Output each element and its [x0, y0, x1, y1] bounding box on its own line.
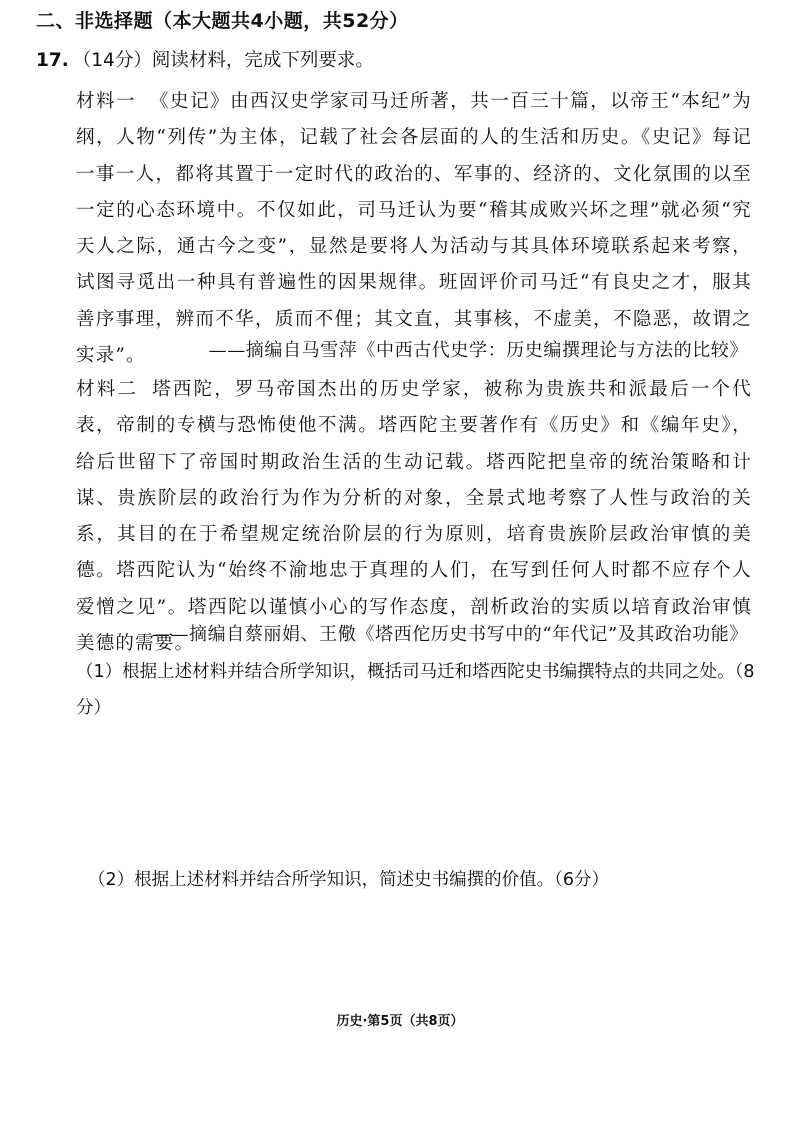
- question-number: 17.: [36, 50, 69, 71]
- material-1-label: 材料一: [76, 91, 137, 112]
- material-1-text: 《史记》由西汉史学家司马迁所著，共一百三十篇，以帝王“本纪”为纲，人物“列传”为主体，记载了社会各层面的人的生活和历史。《史记》每记一事一人，都将其置于一定时代的政治的、军事的、经济的、文化氛围的以至一定的心态环境中。不仅如此，司马迁认为要“稽其成败兴坏之理”就必须“究天人之际，通古今之变”，显然是要将人为活动与其具体环境联系起来考察，试图寻觅出一种具有普遍性的因果规律。班固评价司马迁“有良史之才，服其善序事理，辨而不华，质而不俚；其文直，其事核，不虚美，不隐恶，故谓之实录”。: [76, 91, 752, 367]
- question-17-header: [36, 46, 374, 72]
- material-2-text: 塔西陀，罗马帝国杰出的历史学家，被称为贵族共和派最后一个代表，帝制的专横与恐怖使他不满。塔西陀主要著作有《历史》和《编年史》，给后世留下了帝国时期政治生活的生动记载。塔西陀把皇帝的统治策略和计谋、贵族阶层的政治行为作为分析的对象，全景式地考察了人性与政治的关系，其目的在于希望规定统治阶层的行为原则，培育贵族阶层政治审慎的美德。塔西陀认为“始终不渝地忠于真理的人们，在写到任何人时都不应存个人爱憎之见”。塔西陀以谨慎小心的写作态度，剖析政治的实质以培育政治审慎美德的需要。: [76, 379, 752, 655]
- material-2-label: 材料二: [76, 379, 139, 400]
- sub-question-2: （2）根据上述材料并结合所学知识，简述史书编撰的价值。（6分）: [88, 870, 610, 890]
- page-footer: 历史·第5页（共8页）: [336, 1014, 464, 1029]
- material-1: [76, 84, 752, 374]
- sub-question-1: （1）根据上述材料并结合所学知识，概括司马迁和塔西陀史书编撰特点的共同之处。（8分）: [76, 662, 755, 718]
- section-title: 二、非选择题（本大题共4小题，共52分）: [36, 10, 409, 32]
- question-prompt: （14分）阅读材料，完成下列要求。: [72, 50, 374, 71]
- material-1-source: ——摘编自马雪萍《中西古代史学：历史编撰理论与方法的比较》: [208, 340, 748, 361]
- material-2: [76, 372, 752, 662]
- material-2-source: ——摘编自蔡丽娟、王儆《塔西佗历史书写中的“年代记”及其政治功能》: [151, 624, 748, 645]
